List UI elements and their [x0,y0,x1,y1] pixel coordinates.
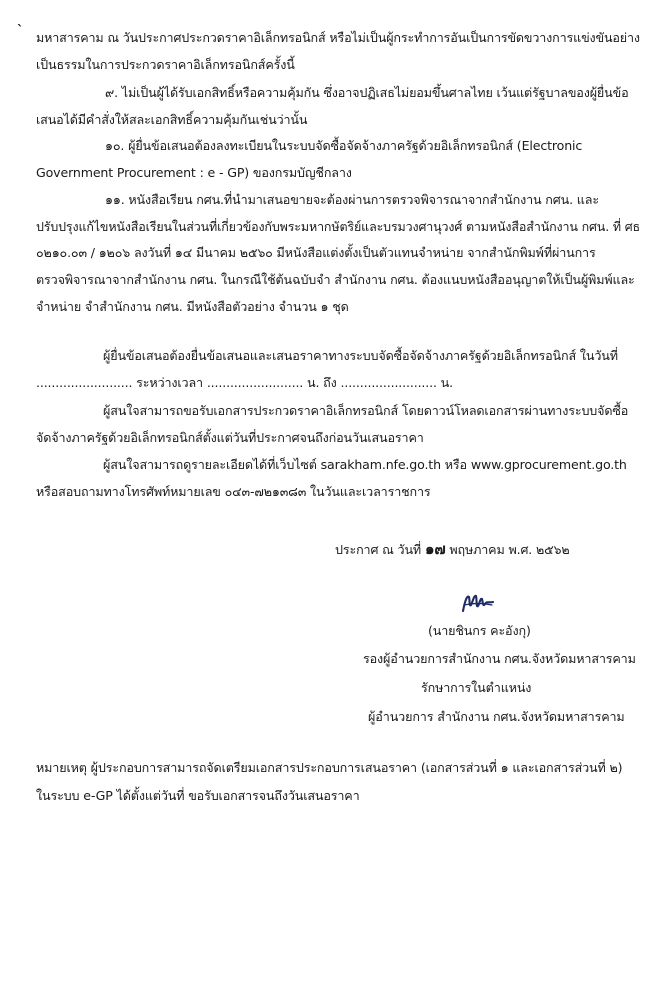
signer-position: รองผู้อำนวยการสำนักงาน กศน.จังหวัดมหาสารคาม [363,651,636,666]
text-line: ๙. ไม่เป็นผู้ได้รับเอกสิทธิ์หรือความคุ้มกัน ซึ่งอาจปฏิเสธไม่ยอมขึ้นศาลไทย เว้นแต่รัฐบาลของผู้ยื่นข้อ [105,85,629,100]
text-line: หรือสอบถามทางโทรศัพท์หมายเลข ๐๔๓-๗๒๑๓๘๓ ในวันและเวลาราชการ [36,484,431,499]
announce-prefix: ประกาศ ณ วันที่ [335,542,422,557]
text-line: ๐๒๑๐.๐๓ / ๑๒๐๖ ลงวันที่ ๑๔ มีนาคม ๒๕๖๐ มีหนังสือแต่งตั้งเป็นตัวแทนจำหน่าย จากสำนักพิมพ์ที่ผ่านการ [36,245,596,260]
text-line: ๑๑. หนังสือเรียน กศน.ที่นำมาเสนอขายจะต้องผ่านการตรวจพิจารณาจากสำนักงาน กศน. และ [105,192,599,207]
remark-line: ในระบบ e-GP ได้ตั้งแต่วันที่ ขอรับเอกสารจนถึงวันเสนอราคา [36,788,360,803]
text-line: ผู้สนใจสามารถดูรายละเอียดได้ที่เว็บไซต์ sarakham.nfe.go.th หรือ www.gprocurement.go.th [103,457,627,472]
text-line: จำหน่าย จำสำนักงาน กศน. มีหนังสือตัวอย่าง จำนวน ๑ ชุด [36,299,349,314]
announce-suffix: พฤษภาคม พ.ศ. ๒๕๖๒ [449,542,570,557]
signer-acting: รักษาการในตำแหน่ง [421,680,532,695]
remark-line: หมายเหตุ ผู้ประกอบการสามารถจัดเตรียมเอกสารประกอบการเสนอราคา (เอกสารส่วนที่ ๑ และเอกสารส่วนที่ ๒) [36,760,623,775]
text-line: ปรับปรุงแก้ไขหนังสือเรียนในส่วนที่เกี่ยวข้องกับพระมหากษัตริย์และบรมวงศานุวงศ์ ตามหนังสือสำนักงาน กศน. ที่ ศธ [36,219,641,234]
text-line: ตรวจพิจารณาจากสำนักงาน กศน. ในกรณีใช้ต้นฉบับจำ สำนักงาน กศน. ต้องแนบหนังสืออนุญาตให้เป็นผู้พิมพ์และ [36,272,635,287]
text-line: Government Procurement : e - GP) ของกรมบัญชีกลาง [36,165,352,180]
text-line: เสนอได้มีคำสั่งให้สละเอกสิทธิ์ความคุ้มกันเช่นว่านั้น [36,112,308,127]
text-line: ผู้สนใจสามารถขอรับเอกสารประกวดราคาอิเล็กทรอนิกส์ โดยดาวน์โหลดเอกสารผ่านทางระบบจัดซื้อ [103,403,629,418]
corner-mark: ` [17,24,24,39]
announce-day: ๑๗ [424,540,446,558]
signer-name: (นายชินกร คะอังกุ) [428,623,531,638]
handwritten-signature [461,591,495,617]
text-line: เป็นธรรมในการประกวดราคาอิเล็กทรอนิกส์ครั้งนี้ [36,57,295,72]
announce-date [335,540,570,559]
signer-title: ผู้อำนวยการ สำนักงาน กศน.จังหวัดมหาสารคาม [368,709,625,724]
text-line: จัดจ้างภาครัฐด้วยอิเล็กทรอนิกส์ตั้งแต่วันที่ประกาศจนถึงก่อนวันเสนอราคา [36,430,424,445]
text-line: ๑๐. ผู้ยื่นข้อเสนอต้องลงทะเบียนในระบบจัดซื้อจัดจ้างภาครัฐด้วยอิเล็กทรอนิกส์ (Electronic [105,138,583,153]
text-line: ผู้ยื่นข้อเสนอต้องยื่นข้อเสนอและเสนอราคาทางระบบจัดซื้อจัดจ้างภาครัฐด้วยอิเล็กทรอนิกส์ ในวันที่ [103,348,618,363]
text-line: ......................... ระหว่างเวลา ......................... น. ถึง ......................... น. [36,375,453,390]
text-line: มหาสารคาม ณ วันประกาศประกวดราคาอิเล็กทรอนิกส์ หรือไม่เป็นผู้กระทำการอันเป็นการขัดขวางการแข่งขันอย่าง [36,30,640,45]
